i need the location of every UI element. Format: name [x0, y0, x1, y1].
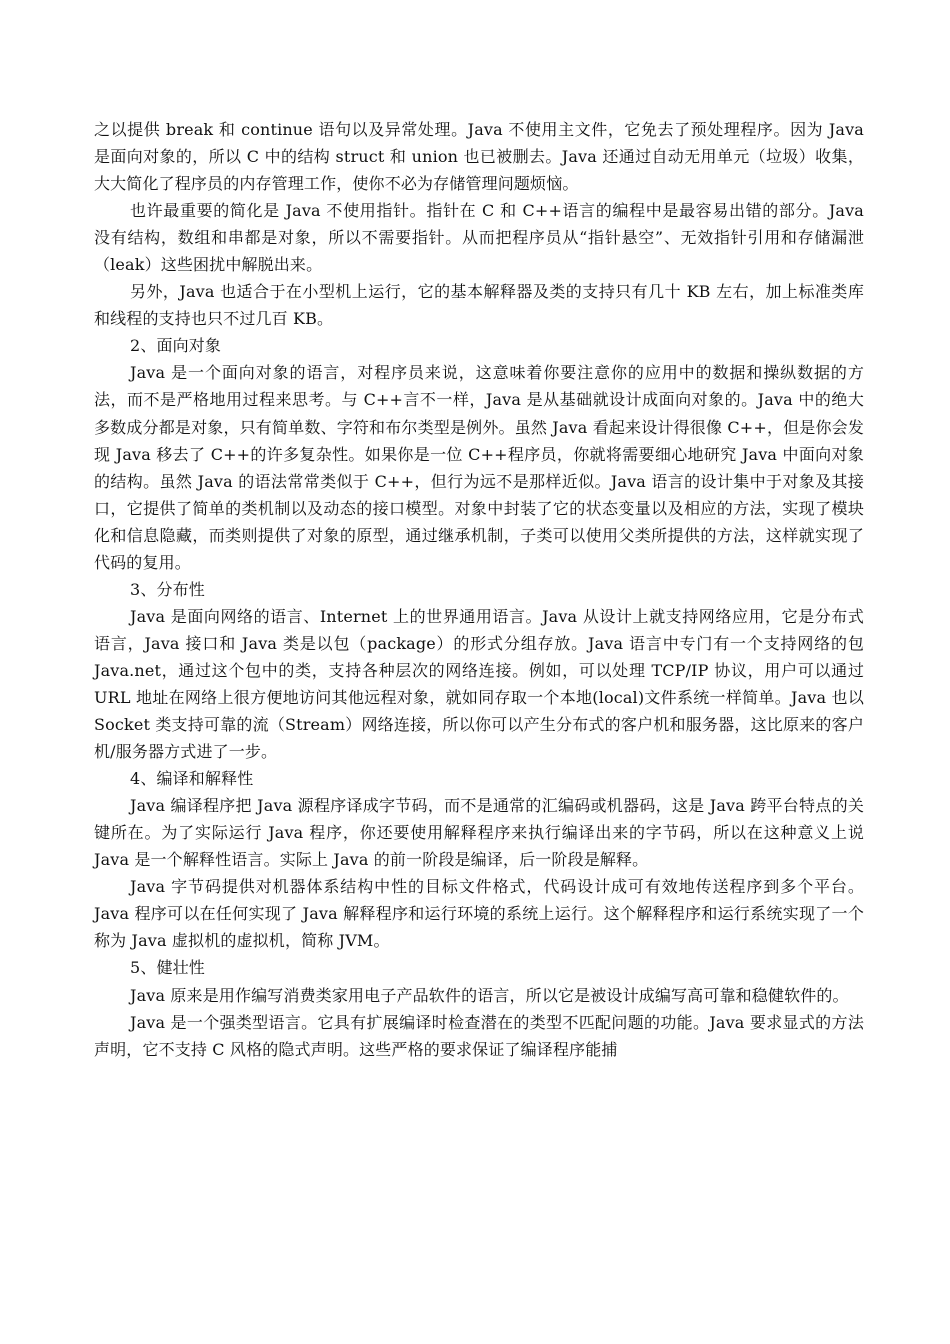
section-heading-compiled-interpreted: 4、编译和解释性: [130, 769, 254, 789]
paragraph-strong-typing: Java 是一个强类型语言。它具有扩展编译时检查潜在的类型不匹配问题的功能。Java 要求显式的方法声明，它不支持 C 风格的隐式声明。这些严格的要求保证了编译程序能捕: [94, 1012, 864, 1059]
section-heading-robust: 5、健壮性: [130, 958, 205, 978]
section-heading-object-oriented: 2、面向对象: [130, 336, 222, 356]
paragraph-small-footprint: 另外，Java 也适合于在小型机上运行，它的基本解释器及类的支持只有几十 KB 左右，加上标准类库和线程的支持也只不过几百 KB。: [94, 282, 864, 329]
document-page: [94, 116, 864, 1063]
paragraph-bytecode: Java 编译程序把 Java 源程序译成字节码，而不是通常的汇编码或机器码，这是 Java 跨平台特点的关键所在。为了实际运行 Java 程序，你还要使用解释程序来执行编译出来的字节码，所以在这种意义上说 Java 是一个解释性语言。实际上 Java 的前一阶段是编译，后一阶段是解释。: [94, 796, 864, 870]
paragraph-robust-origin: Java 原来是用作编写消费类家用电子产品软件的语言，所以它是被设计成编写高可靠和稳健软件的。: [130, 985, 849, 1005]
paragraph-gc: 之以提供 break 和 continue 语句以及异常处理。Java 不使用主文件，它免去了预处理程序。因为 Java 是面向对象的，所以 C 中的结构 struct 和 union 也已被删去。Java 还通过自动无用单元（垃圾）收集，大大简化了程序员的内存管理工作，使你不必为存储管理问题烦恼。: [94, 120, 864, 194]
paragraph-pointers: 也许最重要的简化是 Java 不使用指针。指针在 C 和 C++语言的编程中是最容易出错的部分。Java 没有结构，数组和串都是对象，所以不需要指针。从而把程序员从“指针悬空”、无效指针引用和存储漏泄（leak）这些困扰中解脱出来。: [94, 201, 864, 275]
paragraph-object-oriented: Java 是一个面向对象的语言，对程序员来说，这意味着你要注意你的应用中的数据和操纵数据的方法，而不是严格地用过程来思考。与 C++言不一样，Java 是从基础就设计成面向对象的。Java 中的绝大多数成分都是对象，只有简单数、字符和布尔类型是例外。虽然 Java 看起来设计得很像 C++，但是你会发现 Java 移去了 C++的许多复杂性。如果你是一位 C++程序员，你就将需要细心地研究 Java 中面向对象的结构。虽然 Java 的语法常常类似于 C++，但行为远不是那样近似。Java 语言的设计集中于对象及其接口，它提供了简单的类机制以及动态的接口模型。对象中封装了它的状态变量以及相应的方法，实现了模块化和信息隐藏，而类则提供了对象的原型，通过继承机制，子类可以使用父类所提供的方法，这样就实现了代码的复用。: [94, 363, 864, 572]
section-heading-distributed: 3、分布性: [130, 579, 205, 599]
paragraph-distributed: Java 是面向网络的语言、Internet 上的世界通用语言。Java 从设计上就支持网络应用，它是分布式语言，Java 接口和 Java 类是以包（package）的形式分组存放。Java 语言中专门有一个支持网络的包 Java.net，通过这个包中的类，支持各种层次的网络连接。例如，可以处理 TCP/IP 协议，用户可以通过 URL 地址在网络上很方便地访问其他远程对象，就如同存取一个本地(local)文件系统一样简单。Java 也以 Socket 类支持可靠的流（Stream）网络连接，所以你可以产生分布式的客户机和服务器，这比原来的客户机/服务器方式进了一步。: [94, 606, 864, 762]
paragraph-jvm: Java 字节码提供对机器体系结构中性的目标文件格式，代码设计成可有效地传送程序到多个平台。Java 程序可以在任何实现了 Java 解释程序和运行环境的系统上运行。这个解释程序和运行系统实现了一个称为 Java 虚拟机的虚拟机，简称 JVM。: [94, 877, 864, 951]
